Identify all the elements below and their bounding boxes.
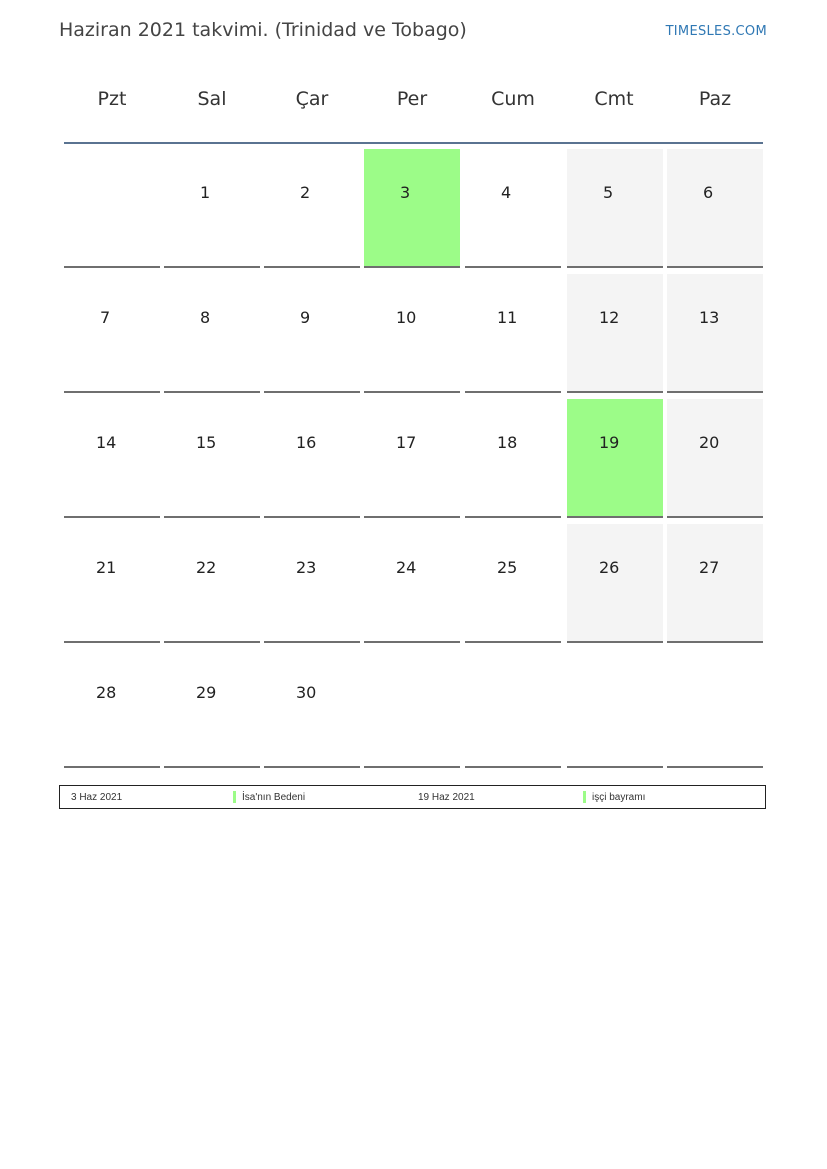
weekday-label: Paz xyxy=(698,88,732,110)
empty-day-cell xyxy=(667,649,763,768)
day-number: 27 xyxy=(699,558,720,577)
day-number: 29 xyxy=(196,683,217,702)
day-cell xyxy=(567,274,663,393)
day-cell xyxy=(264,524,360,643)
day-number: 1 xyxy=(200,183,211,202)
day-cell xyxy=(264,149,360,268)
holiday-color-marker xyxy=(583,791,586,803)
day-cell xyxy=(667,274,763,393)
day-number: 20 xyxy=(699,433,720,452)
day-number: 25 xyxy=(497,558,518,577)
empty-day-cell xyxy=(64,149,160,268)
day-number: 5 xyxy=(603,183,614,202)
day-cell xyxy=(667,524,763,643)
day-number: 24 xyxy=(396,558,417,577)
day-number: 9 xyxy=(300,308,311,327)
day-cell xyxy=(567,149,663,268)
day-cell xyxy=(465,274,561,393)
page-title: Haziran 2021 takvimi. (Trinidad ve Tobago) xyxy=(59,19,467,41)
day-cell xyxy=(567,524,663,643)
day-number: 19 xyxy=(599,433,620,452)
day-cell-holiday xyxy=(364,149,460,268)
day-number: 12 xyxy=(599,308,620,327)
day-cell xyxy=(364,524,460,643)
weekday-label: Cmt xyxy=(594,88,634,110)
legend-holiday-name: İsa'nın Bedeni xyxy=(242,792,306,803)
day-number: 16 xyxy=(296,433,317,452)
day-cell xyxy=(465,399,561,518)
day-number: 15 xyxy=(196,433,217,452)
weekday-label: Cum xyxy=(491,88,535,110)
day-number: 18 xyxy=(497,433,518,452)
day-number: 7 xyxy=(100,308,111,327)
day-cell xyxy=(64,399,160,518)
day-cell xyxy=(164,649,260,768)
day-number: 28 xyxy=(96,683,117,702)
day-cell xyxy=(64,274,160,393)
day-number: 2 xyxy=(300,183,311,202)
day-number: 13 xyxy=(699,308,720,327)
weekday-label: Pzt xyxy=(97,88,127,110)
day-cell xyxy=(264,274,360,393)
day-cell xyxy=(164,149,260,268)
legend-holiday-name: işçi bayramı xyxy=(592,792,646,803)
day-number: 22 xyxy=(196,558,217,577)
holiday-color-marker xyxy=(233,791,236,803)
empty-day-cell xyxy=(567,649,663,768)
day-cell xyxy=(364,399,460,518)
day-cell xyxy=(164,274,260,393)
day-cell xyxy=(164,524,260,643)
day-cell xyxy=(465,524,561,643)
day-number: 30 xyxy=(296,683,317,702)
weekday-label: Sal xyxy=(197,88,227,110)
day-number: 23 xyxy=(296,558,317,577)
weekday-label: Per xyxy=(396,88,428,110)
empty-day-cell xyxy=(465,649,561,768)
day-number: 17 xyxy=(396,433,417,452)
day-number: 6 xyxy=(703,183,714,202)
day-cell xyxy=(264,399,360,518)
day-cell xyxy=(465,149,561,268)
day-number: 8 xyxy=(200,308,211,327)
day-cell xyxy=(264,649,360,768)
day-number: 14 xyxy=(96,433,117,452)
day-cell xyxy=(667,149,763,268)
header-divider xyxy=(64,142,763,144)
holiday-legend xyxy=(59,785,766,809)
legend-date: 3 Haz 2021 xyxy=(71,792,123,803)
weekday-header-row xyxy=(64,88,764,118)
weekday-label: Çar xyxy=(295,88,329,110)
day-cell xyxy=(64,649,160,768)
empty-day-cell xyxy=(364,649,460,768)
day-number: 3 xyxy=(400,183,411,202)
legend-date: 19 Haz 2021 xyxy=(418,792,475,803)
day-cell xyxy=(64,524,160,643)
day-cell xyxy=(667,399,763,518)
day-number: 21 xyxy=(96,558,117,577)
day-number: 26 xyxy=(599,558,620,577)
day-cell xyxy=(364,274,460,393)
brand-link[interactable]: TIMESLES.COM xyxy=(665,24,767,39)
day-number: 4 xyxy=(501,183,512,202)
day-number: 11 xyxy=(497,308,518,327)
day-number: 10 xyxy=(396,308,417,327)
day-cell xyxy=(164,399,260,518)
day-cell-holiday xyxy=(567,399,663,518)
